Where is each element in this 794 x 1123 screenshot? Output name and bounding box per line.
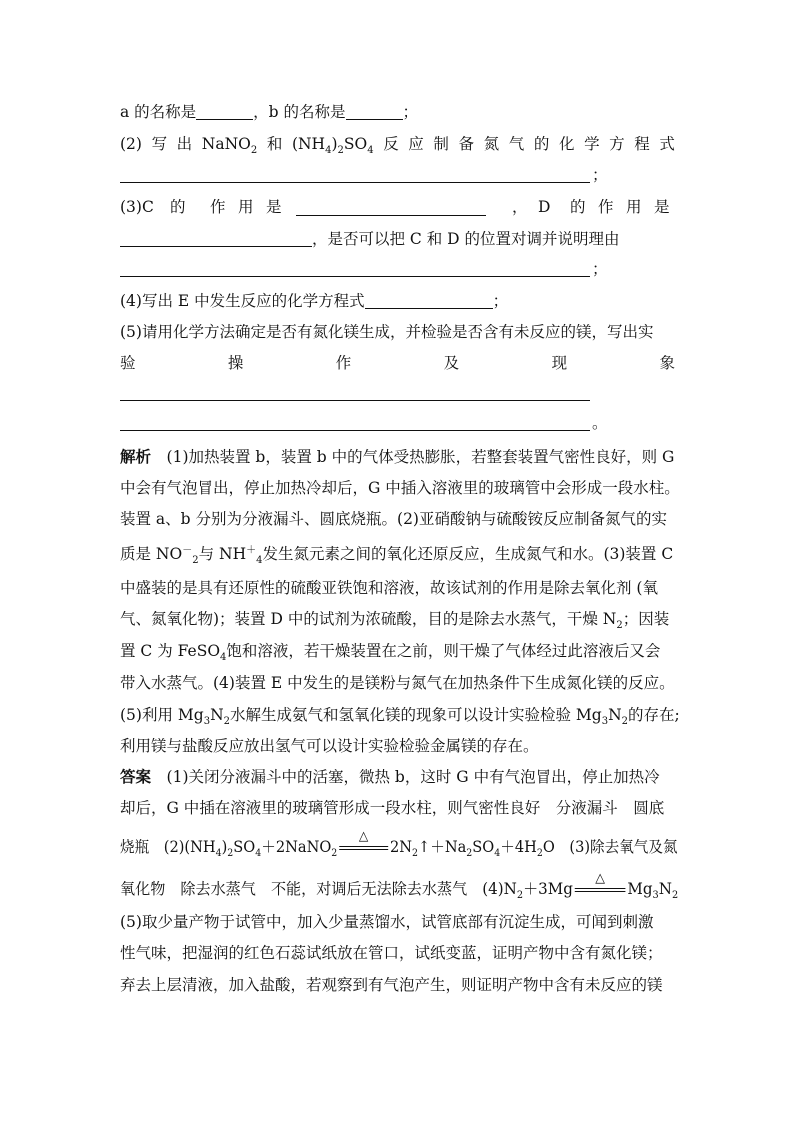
answer-blank-c	[296, 199, 486, 216]
text: 的	[533, 135, 550, 153]
answer-blank-b	[346, 103, 403, 120]
text: 反	[383, 135, 399, 153]
analysis-line-8: 带入水蒸气。(4)装置 E 中发生的是镁粉与氮气在加热条件下生成氮化镁的反应。	[120, 674, 675, 692]
question-line-1	[120, 101, 675, 123]
answer-blank-experiment-1	[120, 400, 590, 401]
question-line-2	[120, 133, 675, 155]
text: (5)请用化学方法确定是否有氮化镁生成，并检验是否含有未反应的镁，写出实	[120, 323, 654, 341]
analysis-line-4: 质是 $NO^-_2$与 $NH^+_4$发生氮元素之间的氧化还原反应，生成氮气和水。(3)装置 C	[120, 544, 674, 567]
formula-nano2: NaNO$_2$	[201, 135, 258, 157]
answer-line-3: 烧瓶 $(2)(NH_4)_2SO_4+2NaNO_2$ △ $2N_2↑+Na_2SO_4+4H_2O$ (3)除去氧气及氮	[120, 829, 678, 860]
answer-blank-experiment-2	[120, 430, 590, 431]
heat-condition-arrow: △	[573, 876, 628, 898]
text: 气	[508, 135, 525, 153]
text: 制	[433, 135, 449, 153]
question-line-8	[120, 321, 675, 343]
text: 写	[151, 135, 168, 153]
text: ；	[492, 292, 509, 310]
answer-label: 答案	[120, 767, 152, 786]
analysis-line-5: 中盛装的是具有还原性的硫酸亚铁饱和溶液，故该试剂的作用是除去氧化剂 (氧	[120, 579, 658, 597]
text: 备	[458, 135, 475, 153]
text: 氮	[483, 135, 500, 153]
text: 化	[558, 135, 575, 153]
analysis-line-2: 中会有气泡冒出，停止加热冷却后，G 中插入溶液里的玻璃管中会形成一段水柱。	[120, 479, 680, 497]
text: ；	[592, 166, 608, 184]
answer-line-6: 性气味，把湿润的红色石蕊试纸放在管口，试纸变蓝，证明产物中含有氮化镁；	[120, 944, 663, 962]
answer-blank-a	[196, 103, 253, 120]
text: a 的名称是	[120, 103, 197, 121]
answer-blank-d	[120, 230, 312, 247]
answer-line-1: 答案 (1)关闭分液漏斗中的活塞，微热 b，这时 G 中有气泡冒出，停止加热冷	[120, 767, 660, 786]
question-line-5	[120, 228, 675, 250]
text: 方	[609, 135, 625, 153]
text: (4)写出 E 中发生反应的化学方程式	[120, 292, 365, 310]
answer-line-5: (5)取少量产物于试管中，加入少量蒸馏水，试管底部有沉淀生成，可闻到刺激	[120, 913, 654, 931]
text: 程	[634, 135, 650, 153]
text: 和	[266, 135, 283, 153]
answer-blank-e	[365, 292, 493, 309]
text: 应	[408, 135, 424, 153]
answer-line-2: 却后，G 中插在溶液里的玻璃管形成一段水柱，则气密性良好 分液漏斗 圆底	[120, 799, 665, 817]
question-line-4: (3)C 的 作 用 是 ， D 的 作 用 是	[120, 198, 670, 216]
analysis-label: 解析	[120, 447, 152, 466]
analysis-line-3: 装置 a、b 分别为分液漏斗、圆底烧瓶。(2)亚硝酸钠与硫酸铵反应制备氮气的实	[120, 510, 667, 528]
formula-nh4-2so4: $(NH_4)_2SO_4$	[291, 135, 374, 157]
heat-condition-arrow: △	[337, 834, 390, 856]
text: ，是否可以把 C 和 D 的位置对调并说明理由	[312, 230, 620, 248]
question-line-7	[120, 290, 675, 312]
text: 。	[592, 414, 608, 432]
answer-line-4: 氧化物 除去水蒸气 不能，对调后无法除去水蒸气 $(4)N_2+3Mg$ △ $Mg_3N_2$	[120, 871, 679, 902]
answer-line-7: 弃去上层清液，加入盐酸，若观察到有气泡产生，则证明产物中含有未反应的镁	[120, 976, 663, 994]
analysis-line-6: 气、氮氧化物)；装置 D 中的试剂为浓硫酸，目的是除去水蒸气，干燥 $N_2$；因装	[120, 610, 670, 632]
text: ；	[402, 103, 419, 121]
analysis-line-7: 置 C 为 FeSO$_4$饱和溶液，若干燥装置在之前，则干燥了气体经过此溶液后又会	[120, 642, 661, 664]
text: 式	[659, 135, 675, 153]
analysis-line-10: 利用镁与盐酸反应放出氢气可以设计实验检验金属镁的存在。	[120, 737, 539, 755]
answer-blank-equation	[120, 182, 590, 183]
text: ，b 的名称是	[253, 103, 346, 121]
text: ；	[592, 260, 608, 278]
text: 出	[176, 135, 193, 153]
answer-blank-reason	[120, 276, 590, 277]
analysis-line-1: 解析 (1)加热装置 b，装置 b 中的气体受热膨胀，若整套装置气密性良好，则 G	[120, 447, 675, 466]
text: 学	[584, 135, 600, 153]
text: (2)	[120, 135, 142, 153]
question-line-9: 验 操 作 及 现 象	[120, 354, 675, 372]
analysis-line-9: (5)利用 $Mg_3N_2$水解生成氨气和氢氧化镁的现象可以设计实验检验 $Mg_3N_2$的存在;	[120, 706, 680, 728]
